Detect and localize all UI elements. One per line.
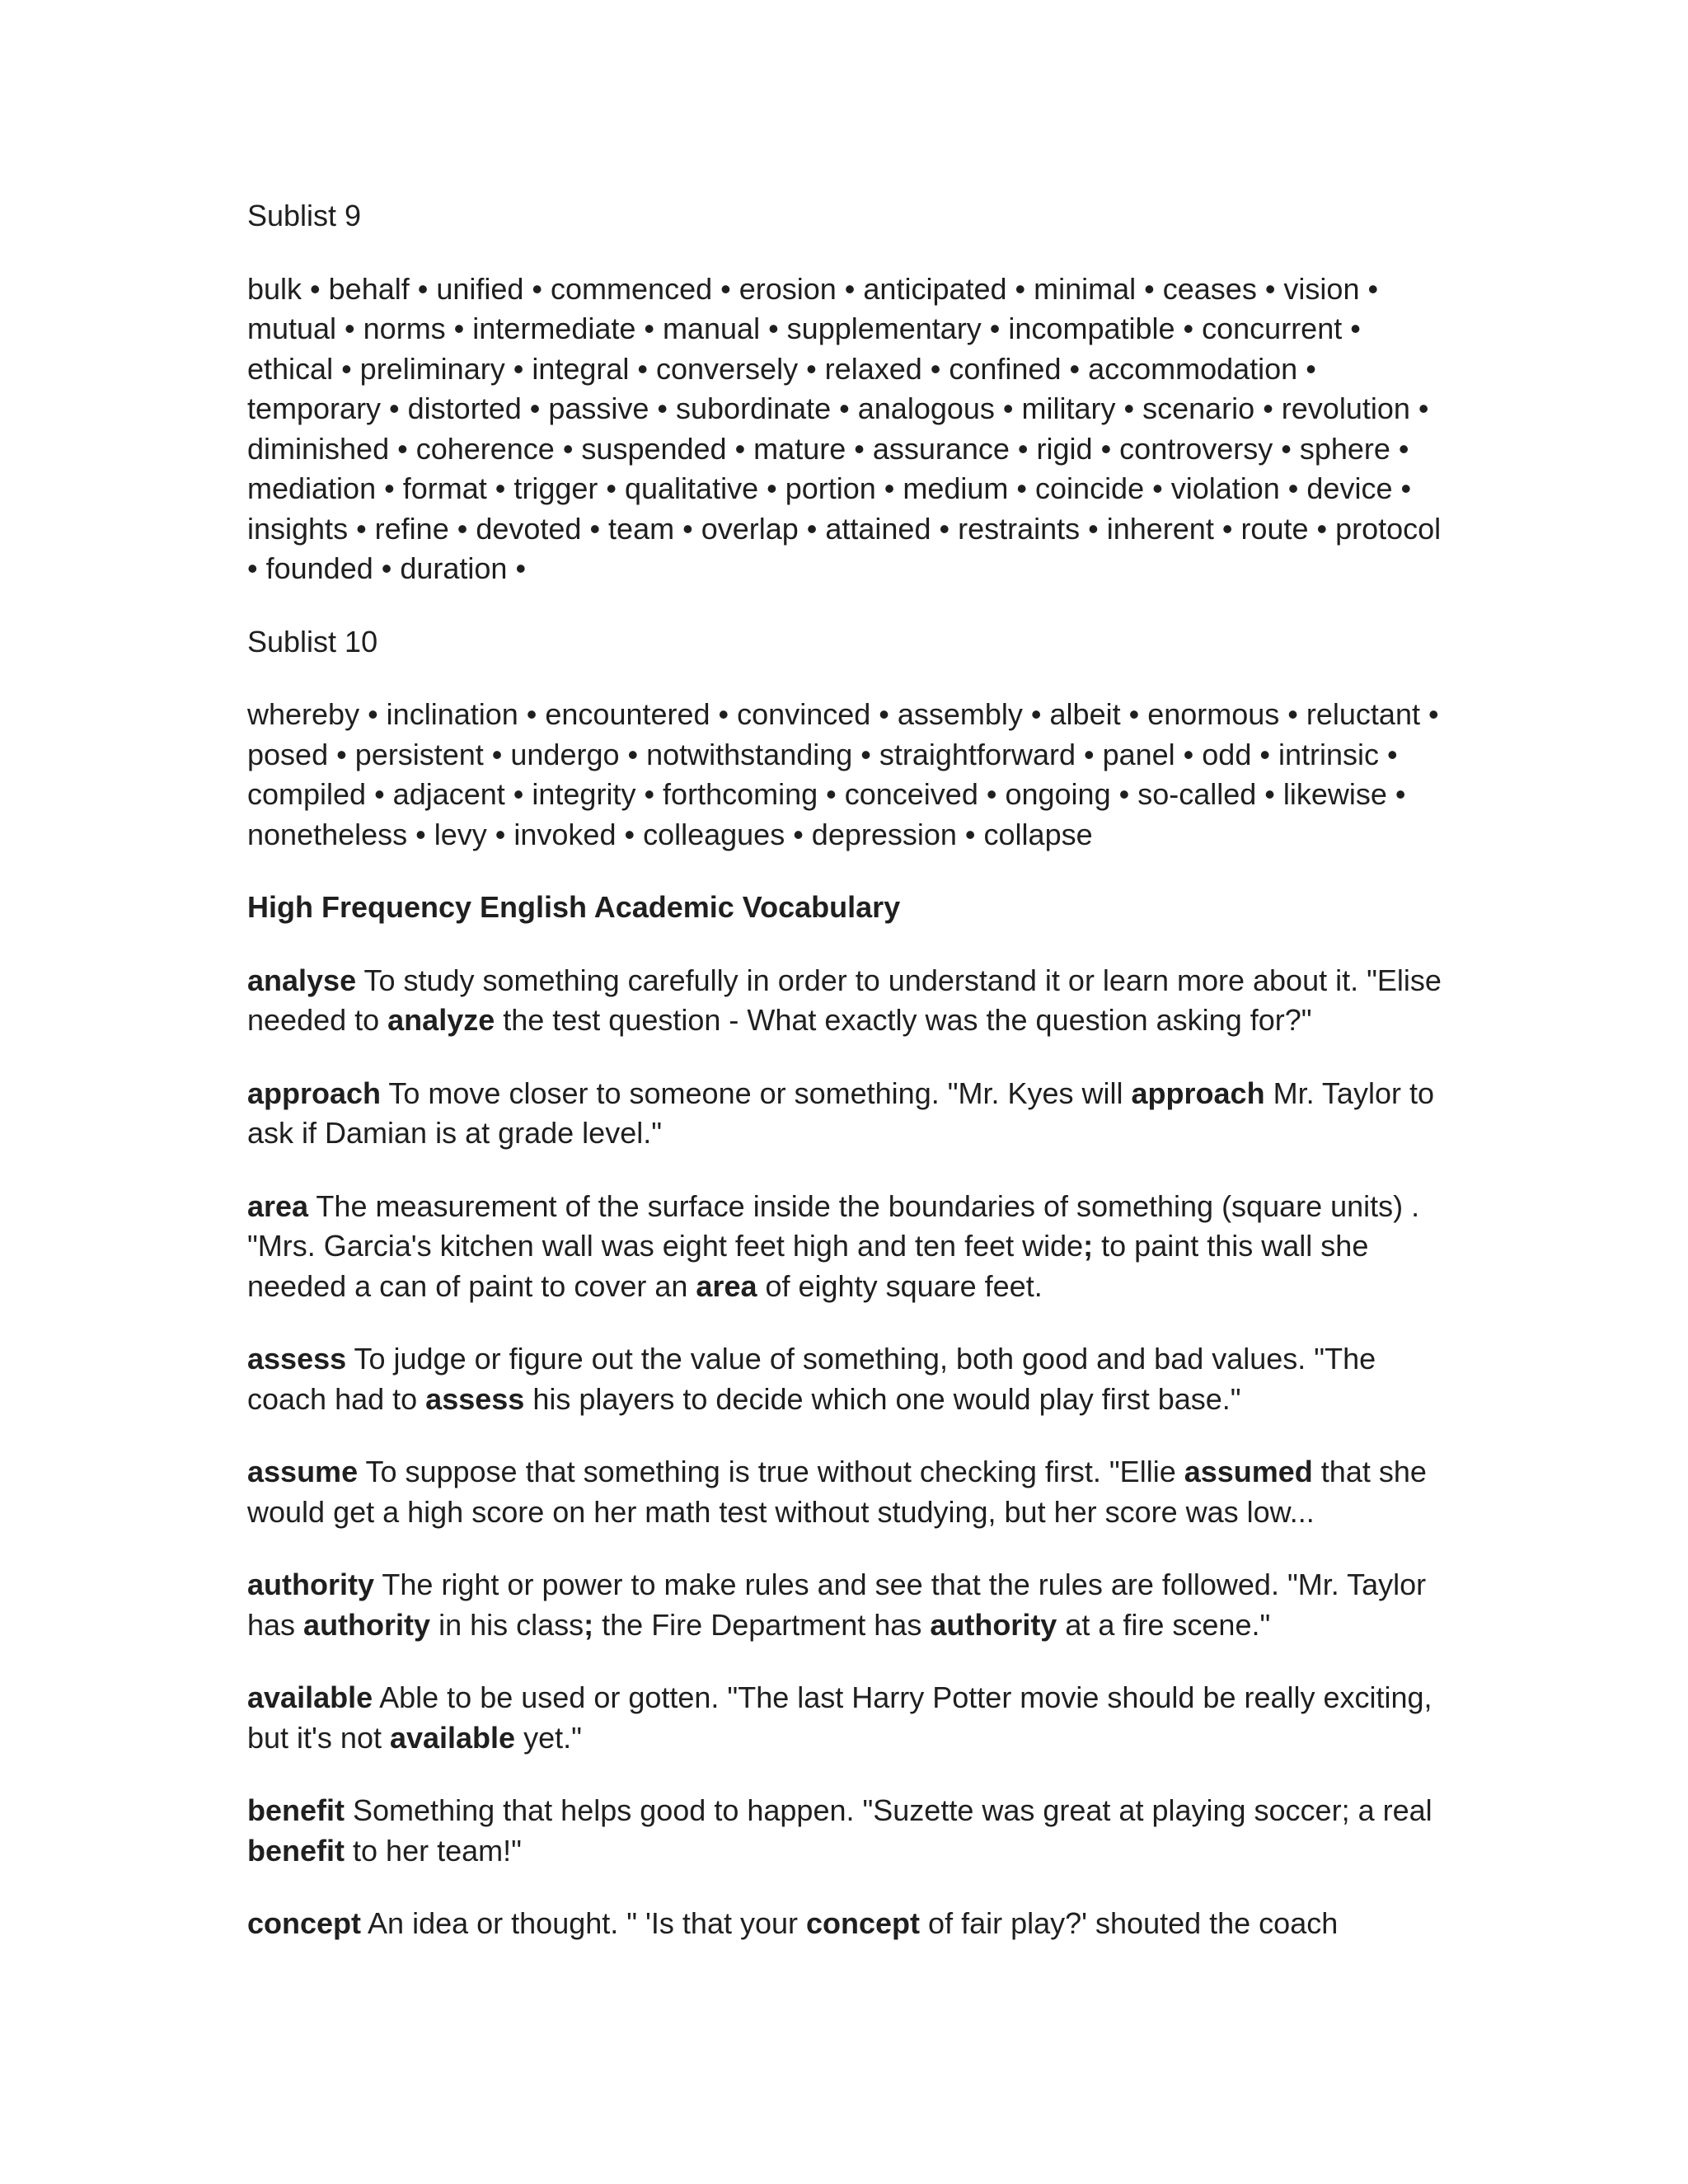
sublist-10-words: whereby • inclination • encountered • convinced • assembly • albeit • enormous • reluctant • posed • persistent • undergo • notwithstanding • straightforward • panel • odd • intrinsic • compiled • adjacent • integrity • forthcoming • conceived • ongoing • so-called • likewise • nonetheless • levy • invoked • colleagues • depression • collapse — [247, 697, 1439, 851]
vocab-definition-text: the test question - What exactly was the question asking for?" — [495, 1003, 1312, 1037]
vocab-definition-text: The measurement of the surface inside the boundaries of something (square units) . "Mrs. Garcia's kitchen wall was eight feet high and ten feet wide — [247, 1188, 1420, 1263]
document-page — [247, 196, 1442, 1944]
vocab-definition-text: in his class — [430, 1607, 584, 1642]
vocab-definition-text: of fair play?' shouted the coach — [920, 1906, 1339, 1940]
vocab-term: assume — [247, 1455, 359, 1488]
vocab-term: available — [247, 1680, 373, 1714]
sublist-10-heading: Sublist 10 — [247, 624, 378, 658]
vocab-entry-assess — [247, 1339, 1442, 1419]
vocab-entry-assume — [247, 1452, 1442, 1532]
vocab-definition-text: that she would get a high score on her math test without studying, but her score was low... — [247, 1455, 1427, 1529]
vocab-emphasis: ; — [1083, 1229, 1094, 1263]
vocab-emphasis: assess — [425, 1381, 525, 1416]
vocab-definition-text: to paint this wall she needed a can of paint to cover an — [247, 1229, 1369, 1303]
vocab-emphasis: ; — [584, 1607, 594, 1642]
vocab-entry-analyse — [247, 961, 1442, 1041]
vocab-term: benefit — [247, 1793, 345, 1827]
vocab-definition-text: To suppose that something is true without checking first. "Ellie — [358, 1455, 1184, 1488]
vocab-entry-area — [247, 1187, 1442, 1307]
vocabulary-entries — [247, 961, 1442, 1944]
vocab-emphasis: assumed — [1184, 1455, 1313, 1488]
vocab-definition-text: To judge or figure out the value of something, both good and bad values. "The coach had to — [247, 1342, 1376, 1416]
section-title: High Frequency English Academic Vocabulary — [247, 890, 901, 924]
vocab-emphasis: area — [696, 1268, 757, 1303]
vocab-definition-text: at a fire scene." — [1057, 1607, 1271, 1642]
vocab-definition-text: The right or power to make rules and see that the rules are followed. "Mr. Taylor has — [247, 1568, 1427, 1642]
vocab-term: area — [247, 1188, 309, 1223]
vocab-term: concept — [247, 1906, 362, 1940]
vocab-definition-text: To move closer to someone or something. "Mr. Kyes will — [381, 1076, 1132, 1110]
sublist-9-heading: Sublist 9 — [247, 199, 362, 232]
vocab-term: approach — [247, 1076, 382, 1110]
vocab-definition-text: to her team!" — [345, 1833, 522, 1868]
vocab-definition-text: Able to be used or gotten. "The last Harry Potter movie should be really exciting, but it's not — [247, 1680, 1432, 1755]
vocab-definition-text: the Fire Department has — [593, 1607, 931, 1642]
vocab-entry-concept — [247, 1904, 1442, 1944]
vocab-entry-authority — [247, 1565, 1442, 1645]
vocab-entry-approach — [247, 1074, 1442, 1154]
vocab-definition-text: An idea or thought. " 'Is that your — [361, 1906, 807, 1940]
vocab-entry-available — [247, 1678, 1442, 1758]
vocab-emphasis: benefit — [247, 1833, 345, 1868]
vocab-definition-text: To study something carefully in order to understand it or learn more about it. "Elise needed to — [247, 963, 1442, 1037]
vocab-term: authority — [247, 1568, 375, 1601]
vocab-definition-text: Something that helps good to happen. "Suzette was great at playing soccer; a real — [345, 1793, 1432, 1827]
vocab-emphasis: concept — [806, 1906, 921, 1940]
vocab-emphasis: authority — [930, 1607, 1057, 1642]
vocab-entry-benefit — [247, 1791, 1442, 1871]
vocab-emphasis: approach — [1131, 1076, 1265, 1110]
vocab-term: assess — [247, 1342, 347, 1376]
vocab-term: analyse — [247, 963, 357, 997]
sublist-9-words: bulk • behalf • unified • commenced • erosion • anticipated • minimal • ceases • vision • mutual • norms • intermediate • manual • supplementary • incompatible • concurrent • ethical • preliminary • integral • conversely • relaxed • confined • accommodation • temporary • distorted • passive • subordinate • analogous • military • scenario • revolution • diminished • coherence • suspended • mature • assurance • rigid • controversy • sphere • mediation • format • trigger • qualitative • portion • medium • coincide • violation • device • insights • refine • devoted • team • overlap • attained • restraints • inherent • route • protocol • founded • duration • — [247, 271, 1442, 585]
vocab-emphasis: available — [389, 1720, 516, 1755]
vocab-emphasis: authority — [303, 1607, 431, 1642]
vocab-definition-text: of eighty square feet. — [757, 1268, 1043, 1303]
vocab-definition-text: Mr. Taylor to ask if Damian is at grade level." — [247, 1076, 1434, 1150]
vocab-definition-text: yet." — [515, 1720, 582, 1755]
vocab-definition-text: his players to decide which one would play first base." — [524, 1381, 1241, 1416]
vocab-emphasis: analyze — [387, 1003, 495, 1037]
